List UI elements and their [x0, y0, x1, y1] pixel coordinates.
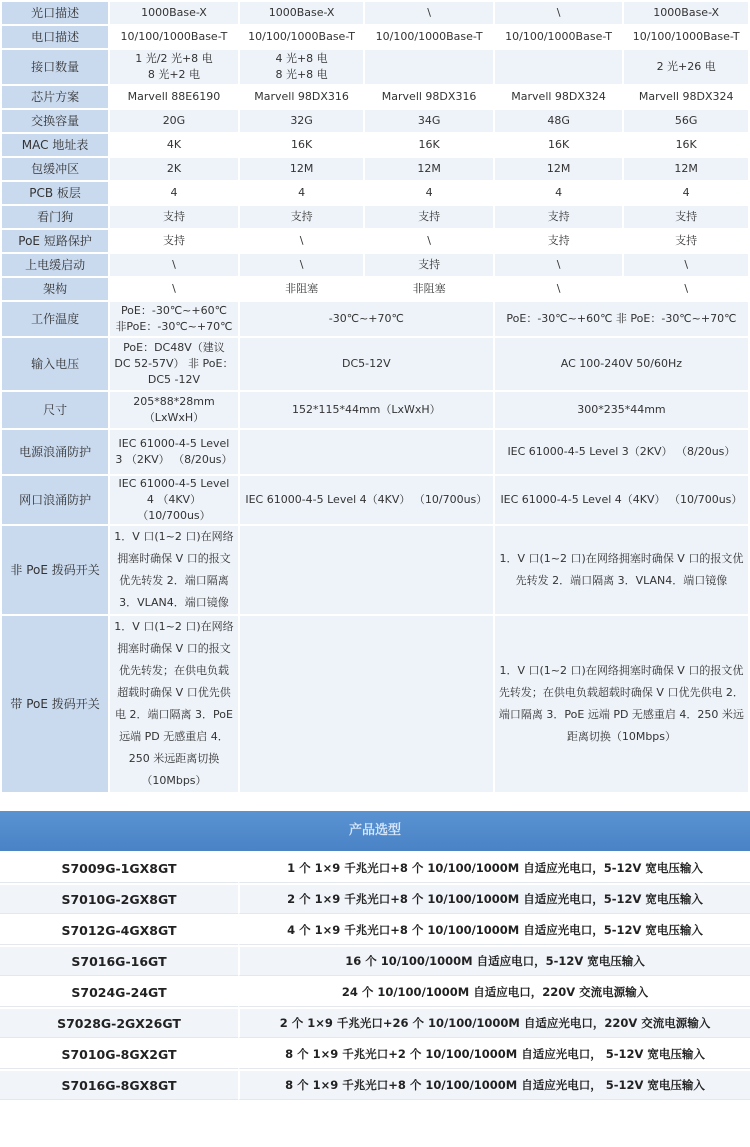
spec-row-label: PCB 板层 [2, 182, 108, 204]
spec-cell: 205*88*28mm（LxWxH） [110, 392, 238, 428]
spec-cell [365, 50, 492, 84]
spec-row-label: 架构 [2, 278, 108, 300]
spec-cell [240, 526, 493, 614]
selection-title: 产品选型 [348, 823, 401, 838]
spec-row-label: 电口描述 [2, 26, 108, 48]
spec-row-label: 光口描述 [2, 2, 108, 24]
spec-cell: 4 [624, 182, 748, 204]
spec-cell: 12M [365, 158, 492, 180]
spec-cell: 1000Base-X [110, 2, 238, 24]
spec-row [2, 476, 748, 524]
model-name: S7016G-16GT [0, 947, 238, 976]
model-description: 2 个 1×9 千兆光口+8 个 10/100/1000M 自适应光电口，5-12V 宽电压输入 [238, 885, 750, 914]
spec-cell: Marvell 98DX324 [624, 86, 748, 108]
spec-cell [240, 430, 493, 474]
model-row [0, 885, 750, 914]
spec-cell: AC 100-240V 50/60Hz [495, 338, 748, 390]
spec-cell: 非阻塞 [365, 278, 492, 300]
spec-cell: IEC 61000-4-5 Level 3 （2KV） （8/20us） [110, 430, 238, 474]
spec-cell: \ [365, 230, 492, 252]
spec-cell: IEC 61000-4-5 Level 3（2KV） （8/20us） [495, 430, 748, 474]
spec-row [2, 392, 748, 428]
spec-row [2, 302, 748, 336]
spec-row-label: 网口浪涌防护 [2, 476, 108, 524]
spec-cell: \ [624, 278, 748, 300]
spec-cell: Marvell 88E6190 [110, 86, 238, 108]
spec-cell: 10/100/1000Base-T [240, 26, 364, 48]
spec-cell: 48G [495, 110, 622, 132]
spec-cell: 1 光/2 光+8 电 8 光+2 电 [110, 50, 238, 84]
spec-cell: PoE：-30℃~+60℃ 非PoE：-30℃~+70℃ [110, 302, 238, 336]
spec-row-label: 输入电压 [2, 338, 108, 390]
spec-row [2, 338, 748, 390]
spec-row [2, 26, 748, 48]
spec-row-label: 非 PoE 拨码开关 [2, 526, 108, 614]
model-name: S7016G-8GX8GT [0, 1071, 238, 1100]
spec-cell [495, 50, 622, 84]
spec-row-label: PoE 短路保护 [2, 230, 108, 252]
model-description: 4 个 1×9 千兆光口+8 个 10/100/1000M 自适应光电口，5-12V 宽电压输入 [238, 916, 750, 945]
spec-cell: 4 [495, 182, 622, 204]
model-name: S7010G-2GX8GT [0, 885, 238, 914]
model-row [0, 1040, 750, 1069]
spec-cell: 16K [624, 134, 748, 156]
spec-row-label: 接口数量 [2, 50, 108, 84]
spec-cell: IEC 61000-4-5 Level 4（4KV） （10/700us） [240, 476, 493, 524]
spec-row-label: 上电缓启动 [2, 254, 108, 276]
model-row [0, 1071, 750, 1100]
model-name: S7009G-1GX8GT [0, 854, 238, 883]
spec-cell: \ [495, 254, 622, 276]
model-name: S7012G-4GX8GT [0, 916, 238, 945]
spec-row-label: 工作温度 [2, 302, 108, 336]
spec-cell: Marvell 98DX316 [365, 86, 492, 108]
spec-cell: 4 光+8 电 8 光+8 电 [240, 50, 364, 84]
spec-cell: 12M [624, 158, 748, 180]
spec-row [2, 110, 748, 132]
spec-cell: IEC 61000-4-5 Level 4（4KV） （10/700us） [495, 476, 748, 524]
model-row [0, 1009, 750, 1038]
spec-cell: 支持 [495, 230, 622, 252]
spec-cell: 152*115*44mm（LxWxH） [240, 392, 493, 428]
spec-cell: \ [365, 2, 492, 24]
spec-cell: \ [240, 230, 364, 252]
spec-cell: 32G [240, 110, 364, 132]
spec-cell: 4 [240, 182, 364, 204]
spec-cell: 16K [365, 134, 492, 156]
spec-row [2, 254, 748, 276]
spec-row [2, 86, 748, 108]
spec-cell: -30℃~+70℃ [240, 302, 493, 336]
spec-cell: \ [624, 254, 748, 276]
spec-cell: 16K [240, 134, 364, 156]
spec-cell: 1．V 口(1~2 口)在网络拥塞时确保 V 口的报文优先转发 2．端口隔离 3．VLAN4．端口镜像 [110, 526, 238, 614]
spec-cell: 10/100/1000Base-T [365, 26, 492, 48]
spec-cell: \ [110, 278, 238, 300]
spec-row-label: 包缓冲区 [2, 158, 108, 180]
spec-cell: 12M [495, 158, 622, 180]
model-row [0, 947, 750, 976]
spec-cell: 支持 [624, 206, 748, 228]
spec-cell: DC5-12V [240, 338, 493, 390]
spec-cell: 1．V 口(1~2 口)在网络拥塞时确保 V 口的报文优先转发 2．端口隔离 3．VLAN4．端口镜像 [495, 526, 748, 614]
spec-cell: 支持 [110, 206, 238, 228]
spec-row [2, 278, 748, 300]
spec-row [2, 158, 748, 180]
model-description: 2 个 1×9 千兆光口+26 个 10/100/1000M 自适应光电口，220V 交流电源输入 [238, 1009, 750, 1038]
model-table [0, 852, 750, 1102]
spec-row-label: 电源浪涌防护 [2, 430, 108, 474]
model-description: 16 个 10/100/1000M 自适应电口，5-12V 宽电压输入 [238, 947, 750, 976]
spec-cell: 支持 [365, 206, 492, 228]
selection-banner [0, 811, 750, 851]
spec-cell: 300*235*44mm [495, 392, 748, 428]
model-description: 24 个 10/100/1000M 自适应电口，220V 交流电源输入 [238, 978, 750, 1007]
model-row [0, 978, 750, 1007]
spec-cell: 支持 [110, 230, 238, 252]
spec-cell: 非阻塞 [240, 278, 364, 300]
spec-row [2, 134, 748, 156]
spec-cell: 10/100/1000Base-T [624, 26, 748, 48]
spec-cell: 2K [110, 158, 238, 180]
spec-row-label: MAC 地址表 [2, 134, 108, 156]
model-description: 8 个 1×9 千兆光口+8 个 10/100/1000M 自适应光电口， 5-12V 宽电压输入 [238, 1071, 750, 1100]
spec-cell: 16K [495, 134, 622, 156]
spec-row [2, 50, 748, 84]
spec-cell: 4 [110, 182, 238, 204]
model-table-body [0, 854, 750, 1100]
spec-cell: 12M [240, 158, 364, 180]
spec-cell: 支持 [495, 206, 622, 228]
spec-cell: IEC 61000-4-5 Level 4 （4KV） （10/700us） [110, 476, 238, 524]
spec-cell: \ [240, 254, 364, 276]
spec-cell: 4 [365, 182, 492, 204]
spec-cell: 4K [110, 134, 238, 156]
spec-row [2, 526, 748, 614]
spec-row-label: 看门狗 [2, 206, 108, 228]
spec-cell: 20G [110, 110, 238, 132]
spec-row-label: 带 PoE 拨码开关 [2, 616, 108, 792]
spec-cell: \ [495, 2, 622, 24]
spec-cell: Marvell 98DX324 [495, 86, 622, 108]
spec-cell: \ [495, 278, 622, 300]
model-name: S7010G-8GX2GT [0, 1040, 238, 1069]
spec-table-body [2, 2, 748, 792]
spec-cell: 1．V 口(1~2 口)在网络拥塞时确保 V 口的报文优先转发；在供电负载超载时确保 V 口优先供电 2．端口隔离 3．PoE 远端 PD 无感重启 4．250 米远距离切换（10Mbps） [110, 616, 238, 792]
spec-cell: 34G [365, 110, 492, 132]
spec-cell [240, 616, 493, 792]
spec-row [2, 230, 748, 252]
spec-cell: \ [110, 254, 238, 276]
spec-row-label: 芯片方案 [2, 86, 108, 108]
model-name: S7024G-24GT [0, 978, 238, 1007]
spec-row [2, 182, 748, 204]
model-description: 8 个 1×9 千兆光口+2 个 10/100/1000M 自适应光电口， 5-12V 宽电压输入 [238, 1040, 750, 1069]
spec-cell: 2 光+26 电 [624, 50, 748, 84]
spec-cell: 支持 [365, 254, 492, 276]
spec-row [2, 206, 748, 228]
spec-cell: 1．V 口(1~2 口)在网络拥塞时确保 V 口的报文优先转发；在供电负载超载时确保 V 口优先供电 2．端口隔离 3．PoE 远端 PD 无感重启 4．250 米远距离切换（10Mbps） [495, 616, 748, 792]
spec-cell: 56G [624, 110, 748, 132]
spec-row [2, 616, 748, 792]
spec-row [2, 430, 748, 474]
model-name: S7028G-2GX26GT [0, 1009, 238, 1038]
spec-cell: Marvell 98DX316 [240, 86, 364, 108]
spec-row-label: 尺寸 [2, 392, 108, 428]
model-row [0, 854, 750, 883]
spec-row-label: 交换容量 [2, 110, 108, 132]
spec-cell: 10/100/1000Base-T [495, 26, 622, 48]
spec-cell: PoE：-30℃~+60℃ 非 PoE：-30℃~+70℃ [495, 302, 748, 336]
model-description: 1 个 1×9 千兆光口+8 个 10/100/1000M 自适应光电口，5-12V 宽电压输入 [238, 854, 750, 883]
spec-cell: 支持 [624, 230, 748, 252]
spec-cell: 1000Base-X [240, 2, 364, 24]
spec-cell: 10/100/1000Base-T [110, 26, 238, 48]
model-row [0, 916, 750, 945]
spec-row [2, 2, 748, 24]
spec-cell: PoE：DC48V（建议 DC 52-57V） 非 PoE：DC5 -12V [110, 338, 238, 390]
spec-cell: 1000Base-X [624, 2, 748, 24]
spec-cell: 支持 [240, 206, 364, 228]
